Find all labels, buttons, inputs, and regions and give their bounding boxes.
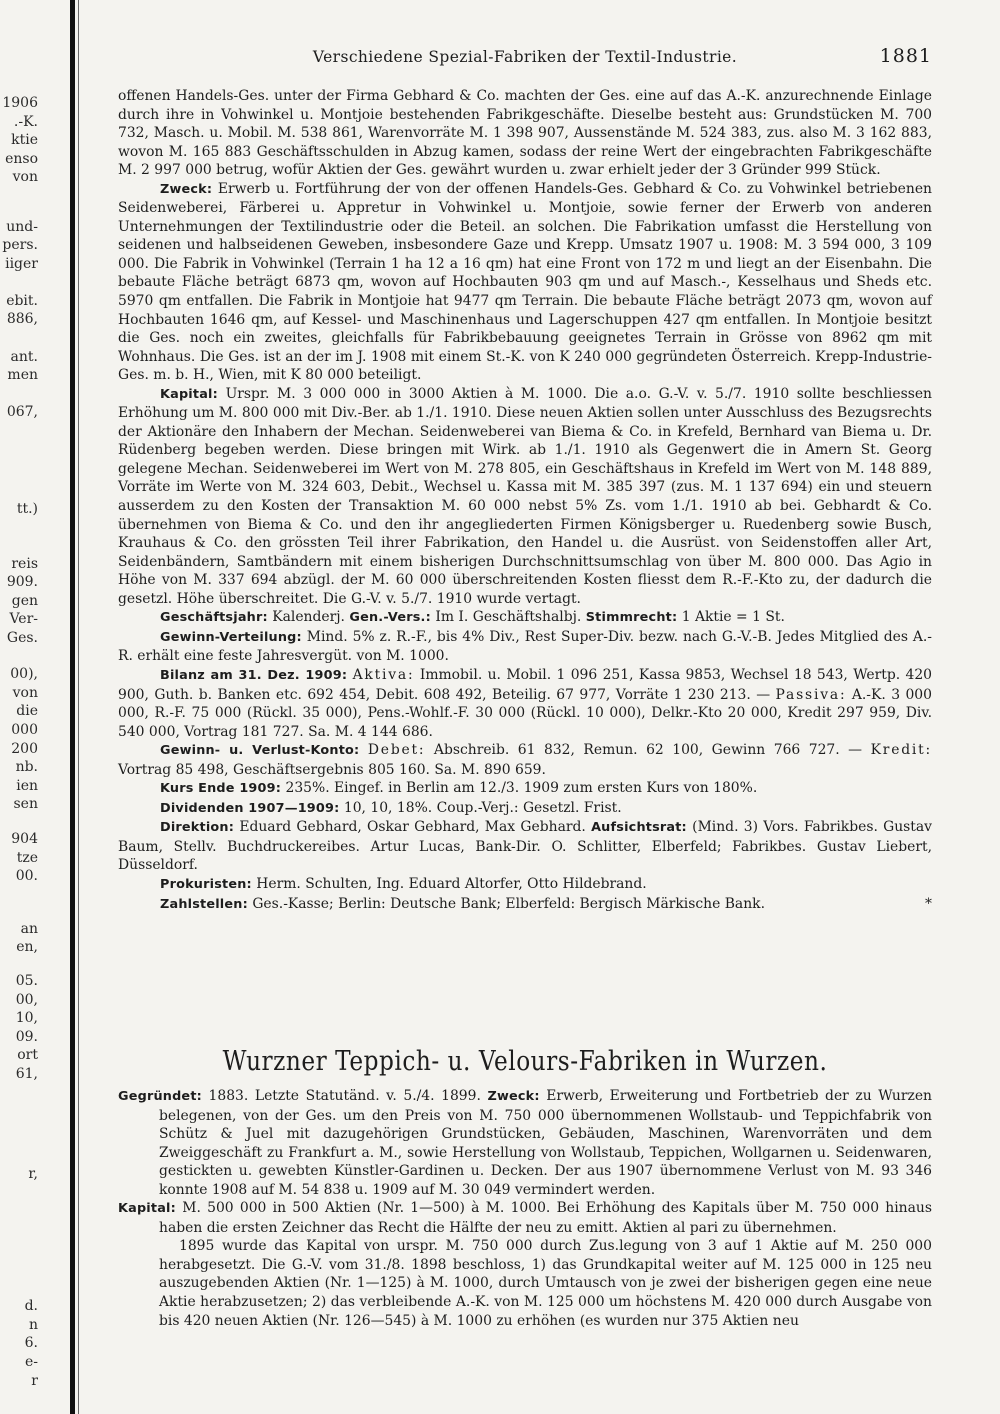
margin-fragment: 00, (15, 992, 38, 1008)
margin-fragment: 09. (15, 1029, 38, 1045)
margin-fragment: 05. (15, 973, 38, 989)
kapital-paragraph-2: Kapital: M. 500 000 in 500 Aktien (Nr. 1—500) à M. 1000. Bei Erhöhung des Kapitals über M. 750 000 hinaus haben die ersten Zeichner das Recht die Hälfte der neu zu emitt. Aktien al pari zu übernehmen. (118, 1200, 932, 1236)
margin-fragment: tze (16, 850, 38, 866)
margin-fragment: ien (16, 778, 38, 794)
margin-fragment: e- (24, 1354, 38, 1370)
margin-fragment: d. (24, 1298, 38, 1314)
margin-fragment: iiger (5, 256, 38, 272)
left-margin-fragments (0, 0, 40, 1414)
margin-fragment: 61, (15, 1066, 38, 1082)
margin-fragment: 904 (11, 831, 38, 847)
zweck-label: Zweck: (160, 181, 213, 197)
margin-fragment: 00), (10, 666, 38, 682)
section-wurzen (118, 1087, 932, 1330)
dividenden-line: Dividenden 1907—1909: 10, 10, 18%. Coup.-Verj.: Gesetzl. Frist. (160, 799, 622, 816)
geschaeftsjahr-line: Geschäftsjahr: Kalenderj. Gen.-Vers.: Im I. Geschäftshalbj. Stimmrecht: 1 Aktie = 1 St. (160, 609, 785, 626)
margin-fragment: Ges. (6, 630, 38, 646)
margin-fragment: nb. (15, 759, 38, 775)
star-mark: * (925, 895, 932, 912)
margin-fragment: ktie (11, 132, 38, 148)
margin-fragment: men (7, 367, 38, 383)
margin-fragment: enso (5, 151, 38, 167)
margin-fragment: 886, (6, 311, 38, 327)
margin-fragment: n (28, 1317, 38, 1333)
margin-fragment: ort (17, 1047, 38, 1063)
margin-fragment: von (12, 169, 38, 185)
company-title-wurzen: Wurzner Teppich- u. Velours-Fabriken in Wurzen. (222, 1046, 828, 1077)
page-header (118, 45, 932, 72)
intro-paragraph: offenen Handels-Ges. unter der Firma Gebhard & Co. machten der Ges. eine auf das A.-K. anzurechnende Einlage durch ihre in Vohwinkel u. Montjoie bestehenden Fabrikgeschäfte. Dieselbe besteht aus: Grundstücken M. 700 732, Masch. u. Mobil. M. 538 861, Warenvorräte M. 1 398 907, Aussenstände M. 524 383, zus. also M. 3 162 883, wovon M. 165 883 Geschäftsschulden in Abzug kamen, sodass der reine Wert der eingebrachten Fabrikgeschäfte M. 2 997 000 betrug, wofür Aktien der Ges. gewährt wurden u. zwar erhielt jeder der 3 Gründer 999 Stück. (118, 88, 932, 179)
margin-fragment: 909. (6, 574, 38, 590)
margin-fragment: r (31, 1373, 38, 1389)
margin-fragment: an (20, 921, 38, 937)
margin-fragment: 000 (11, 722, 38, 738)
margin-fragment: von (12, 685, 38, 701)
book-gutter-line (70, 0, 75, 1414)
margin-fragment: 6. (24, 1335, 38, 1351)
book-gutter-line-thin (78, 0, 79, 1414)
margin-fragment: 067, (6, 404, 38, 420)
section-gebhard (118, 87, 932, 914)
gegruendet-zweck-paragraph: Gegründet: 1883. Letzte Statutänd. v. 5./4. 1899. Zweck: Erwerb, Erweiterung und Fortbetrieb der zu Wurzen belegenen, von der Ges. um den Preis von M. 750 000 übernommenen Wollstaub- und Teppichfabrik von Schütz & Juel mit dazugehörigen Grundstücken, Gebäuden, Maschinen, Warenvorräten und dem Zweiggeschäft zu Frankfurt a. M., sowie Herstellung von Wollstaub, Teppichen, Wollgarnen u. Seidenwaren, gestickten u. gewebten Künstler-Gardinen u. Decken. Der aus 1907 übernommene Verlust von M. 93 346 konnte 1908 auf M. 54 838 u. 1909 auf M. 30 049 vermindert werden. (118, 1088, 932, 1198)
prokuristen-line: Prokuristen: Herm. Schulten, Ing. Eduard Altorfer, Otto Hildebrand. (160, 875, 647, 892)
margin-fragment: ant. (10, 349, 38, 365)
kapital-paragraph: Kapital: Urspr. M. 3 000 000 in 3000 Aktien à M. 1000. Die a.o. G.-V. v. 5./7. 1910 sollte beschliessen Erhöhung um M. 800 000 mit Div.-Ber. ab 1./1. 1910. Diese neuen Aktien sollen unter Ausschluss des Bezugsrechts der Aktionäre den Inhabern der Mechan. Seidenweberei van Biema & Co. in Krefeld, Bernhard van Biema u. Dr. Rüdenberg begeben werden. Diese bringen mit Wirk. ab 1./1. 1910 als Gegenwert die in Amern St. Georg gelegene Mechan. Seidenweberei im Wert von M. 278 805, ein Geschäftshaus in Krefeld im Wert von M. 148 889, Vorräte im Werte von M. 324 603, Debit., Wechsel u. Kassa mit M. 385 397 (zus. M. 1 137 694) ein und steuern ausserdem zu den Kosten der Transaktion M. 60 000 nebst 5% Zs. vom 1./1. 1910 ab bei. Gebhardt & Co. übernehmen von Biema & Co. und den ihr angegliederten Firmen Königsberger u. Ruedenberg sowie Busch, Krauhaus & Co. den grössten Teil ihrer Fabrikation, den Handel u. die Ausrüst. von Seidenstoffen aller Art, Seidenbändern, Samtbändern mit einem bisherigen Durchschnittsumschlag von über M. 800 000. Das Agio in Höhe von M. 337 694 abzügl. der M. 60 000 überschreitenden Kosten fliesst dem R.-F.-Kto zu, der dadurch die gesetzl. Höhe überschreitet. Die G.-V. v. 5./7. 1910 wurde vertagt. (118, 385, 933, 607)
zahlstellen-line: Zahlstellen: Ges.-Kasse; Berlin: Deutsche Bank; Elberfeld: Bergisch Märkische Bank. * (160, 895, 932, 912)
running-head: Verschiedene Spezial-Fabriken der Textil-Industrie. (312, 48, 738, 66)
margin-fragment: pers. (2, 237, 38, 253)
margin-fragment: tt.) (16, 501, 38, 517)
kapital-label: Kapital: (160, 386, 218, 402)
bilanz-paragraph: Bilanz am 31. Dez. 1909: Aktiva: Immobil. u. Mobil. 1 096 251, Kassa 9853, Wechsel 18 543, Wertp. 420 900, Guth. b. Banken etc. 692 454, Debit. 608 492, Beteilig. 67 977, Vorräte 1 230 213. — Passiva: A.-K. 3 000 000, R.-F. 75 000 (Rückl. 35 000), Pens.-Wohlf.-F. 30 000 (Rückl. 10 000), Delkr.-Kto 20 000, Kredit 297 959, Div. 540 000, Vortrag 181 727. Sa. M. 4 144 686. (118, 666, 933, 740)
margin-fragment: gen (11, 593, 38, 609)
margin-fragment: und- (6, 219, 38, 235)
direktion-paragraph: Direktion: Eduard Gebhard, Oskar Gebhard, Max Gebhard. Aufsichtsrat: (Mind. 3) Vors. Fabrikbes. Gustav Baum, Stellv. Buchdruckereibes. Artur Lucas, Bank-Dir. O. Schlitter, Elberfeld; Fabrikbes. Gustav Liebert, Düsseldorf. (118, 819, 933, 874)
gewinn-verlust-paragraph: Gewinn- u. Verlust-Konto: Debet: Abschreib. 61 832, Remun. 62 100, Gewinn 766 727. — Kredit: Vortrag 85 498, Geschäftsergebnis 805 160. Sa. M. 890 659. (118, 742, 933, 778)
margin-fragment: die (16, 703, 38, 719)
margin-fragment: en, (16, 939, 38, 955)
history-paragraph: 1895 wurde das Kapital von urspr. M. 750 000 durch Zus.legung von 3 auf 1 Aktie auf M. 250 000 herabgesetzt. Die G.-V. vom 31./8. 1898 beschloss, 1) das Grundkapital weiter auf M. 125 000 in 125 neu auszugebenden Aktien (Nr. 1—125) à M. 1000, durch Umtausch von je zwei der bisherigen gegen eine neue Aktie herabzusetzen; 2) das verbleibende A.-K. von M. 125 000 um höchstens M. 420 000 durch Ausgabe von bis 420 neuen Aktien (Nr. 126—545) à M. 1000 zu erhöhen (es wurden nur 375 Aktien neu (159, 1238, 932, 1329)
margin-fragment: .-K. (13, 114, 38, 130)
margin-fragment: Ver- (9, 611, 38, 627)
margin-fragment: reis (11, 556, 38, 572)
zweck-paragraph: Zweck: Erwerb u. Fortführung der von der offenen Handels-Ges. Gebhard & Co. zu Vohwinkel betriebenen Seidenweberei, Färberei u. Appretur in Vohwinkel u. Montjoie, sowie ferner der Erwerb von anderen Unternehmungen der Textilindustrie oder die Beteil. an solchen. Die Fabrikation umfasst die Herstellung von seidenen und halbseidenen Geweben, insbesondere Gaze und Krepp. Umsatz 1907 u. 1908: M. 3 594 000, 3 109 000. Die Fabrik in Vohwinkel (Terrain 1 ha 12 a 16 qm) hat eine Front von 172 m und liegt an der Eisenbahn. Die bebaute Fläche beträgt 6873 qm, wovon auf Hochbauten 903 qm und auf Masch.-, Kesselhaus und Sheds etc. 5970 qm entfallen. Die Fabrik in Montjoie hat 9477 qm Terrain. Die bebaute Fläche beträgt 2073 qm, wovon auf Hochbauten 1646 qm, auf Kessel- und Maschinenhaus und Lagerschuppen 427 qm entfallen. In Montjoie besitzt die Ges. noch ein zweites, gleichfalls für Fabrikbebauung geeignetes Terrain in Grösse von 8962 qm mit Wohnhaus. Die Ges. ist an der im J. 1908 mit einem St.-K. von K 240 000 gegründeten Österreich. Krepp-Industrie-Ges. m. b. H., Wien, mit K 80 000 beteiligt. (118, 180, 932, 384)
margin-fragment: 10, (15, 1010, 38, 1026)
kurs-line: Kurs Ende 1909: 235%. Eingef. in Berlin am 12./3. 1909 zum ersten Kurs von 180%. (160, 780, 758, 797)
margin-fragment: r, (28, 1166, 38, 1182)
margin-fragment: sen (13, 796, 38, 812)
margin-fragment: 00. (15, 868, 38, 884)
page-number: 1881 (879, 45, 932, 67)
margin-fragment: ebit. (6, 293, 38, 309)
margin-fragment: 1906 (2, 95, 38, 111)
margin-fragment: 200 (11, 741, 38, 757)
gewinn-verteilung-paragraph: Gewinn-Verteilung: Mind. 5% z. R.-F., bis 4% Div., Rest Super-Div. bezw. nach G.-V.-B. Jedes Mitglied des A.-R. erhält eine feste Jahresvergüt. von M. 1000. (118, 628, 932, 665)
